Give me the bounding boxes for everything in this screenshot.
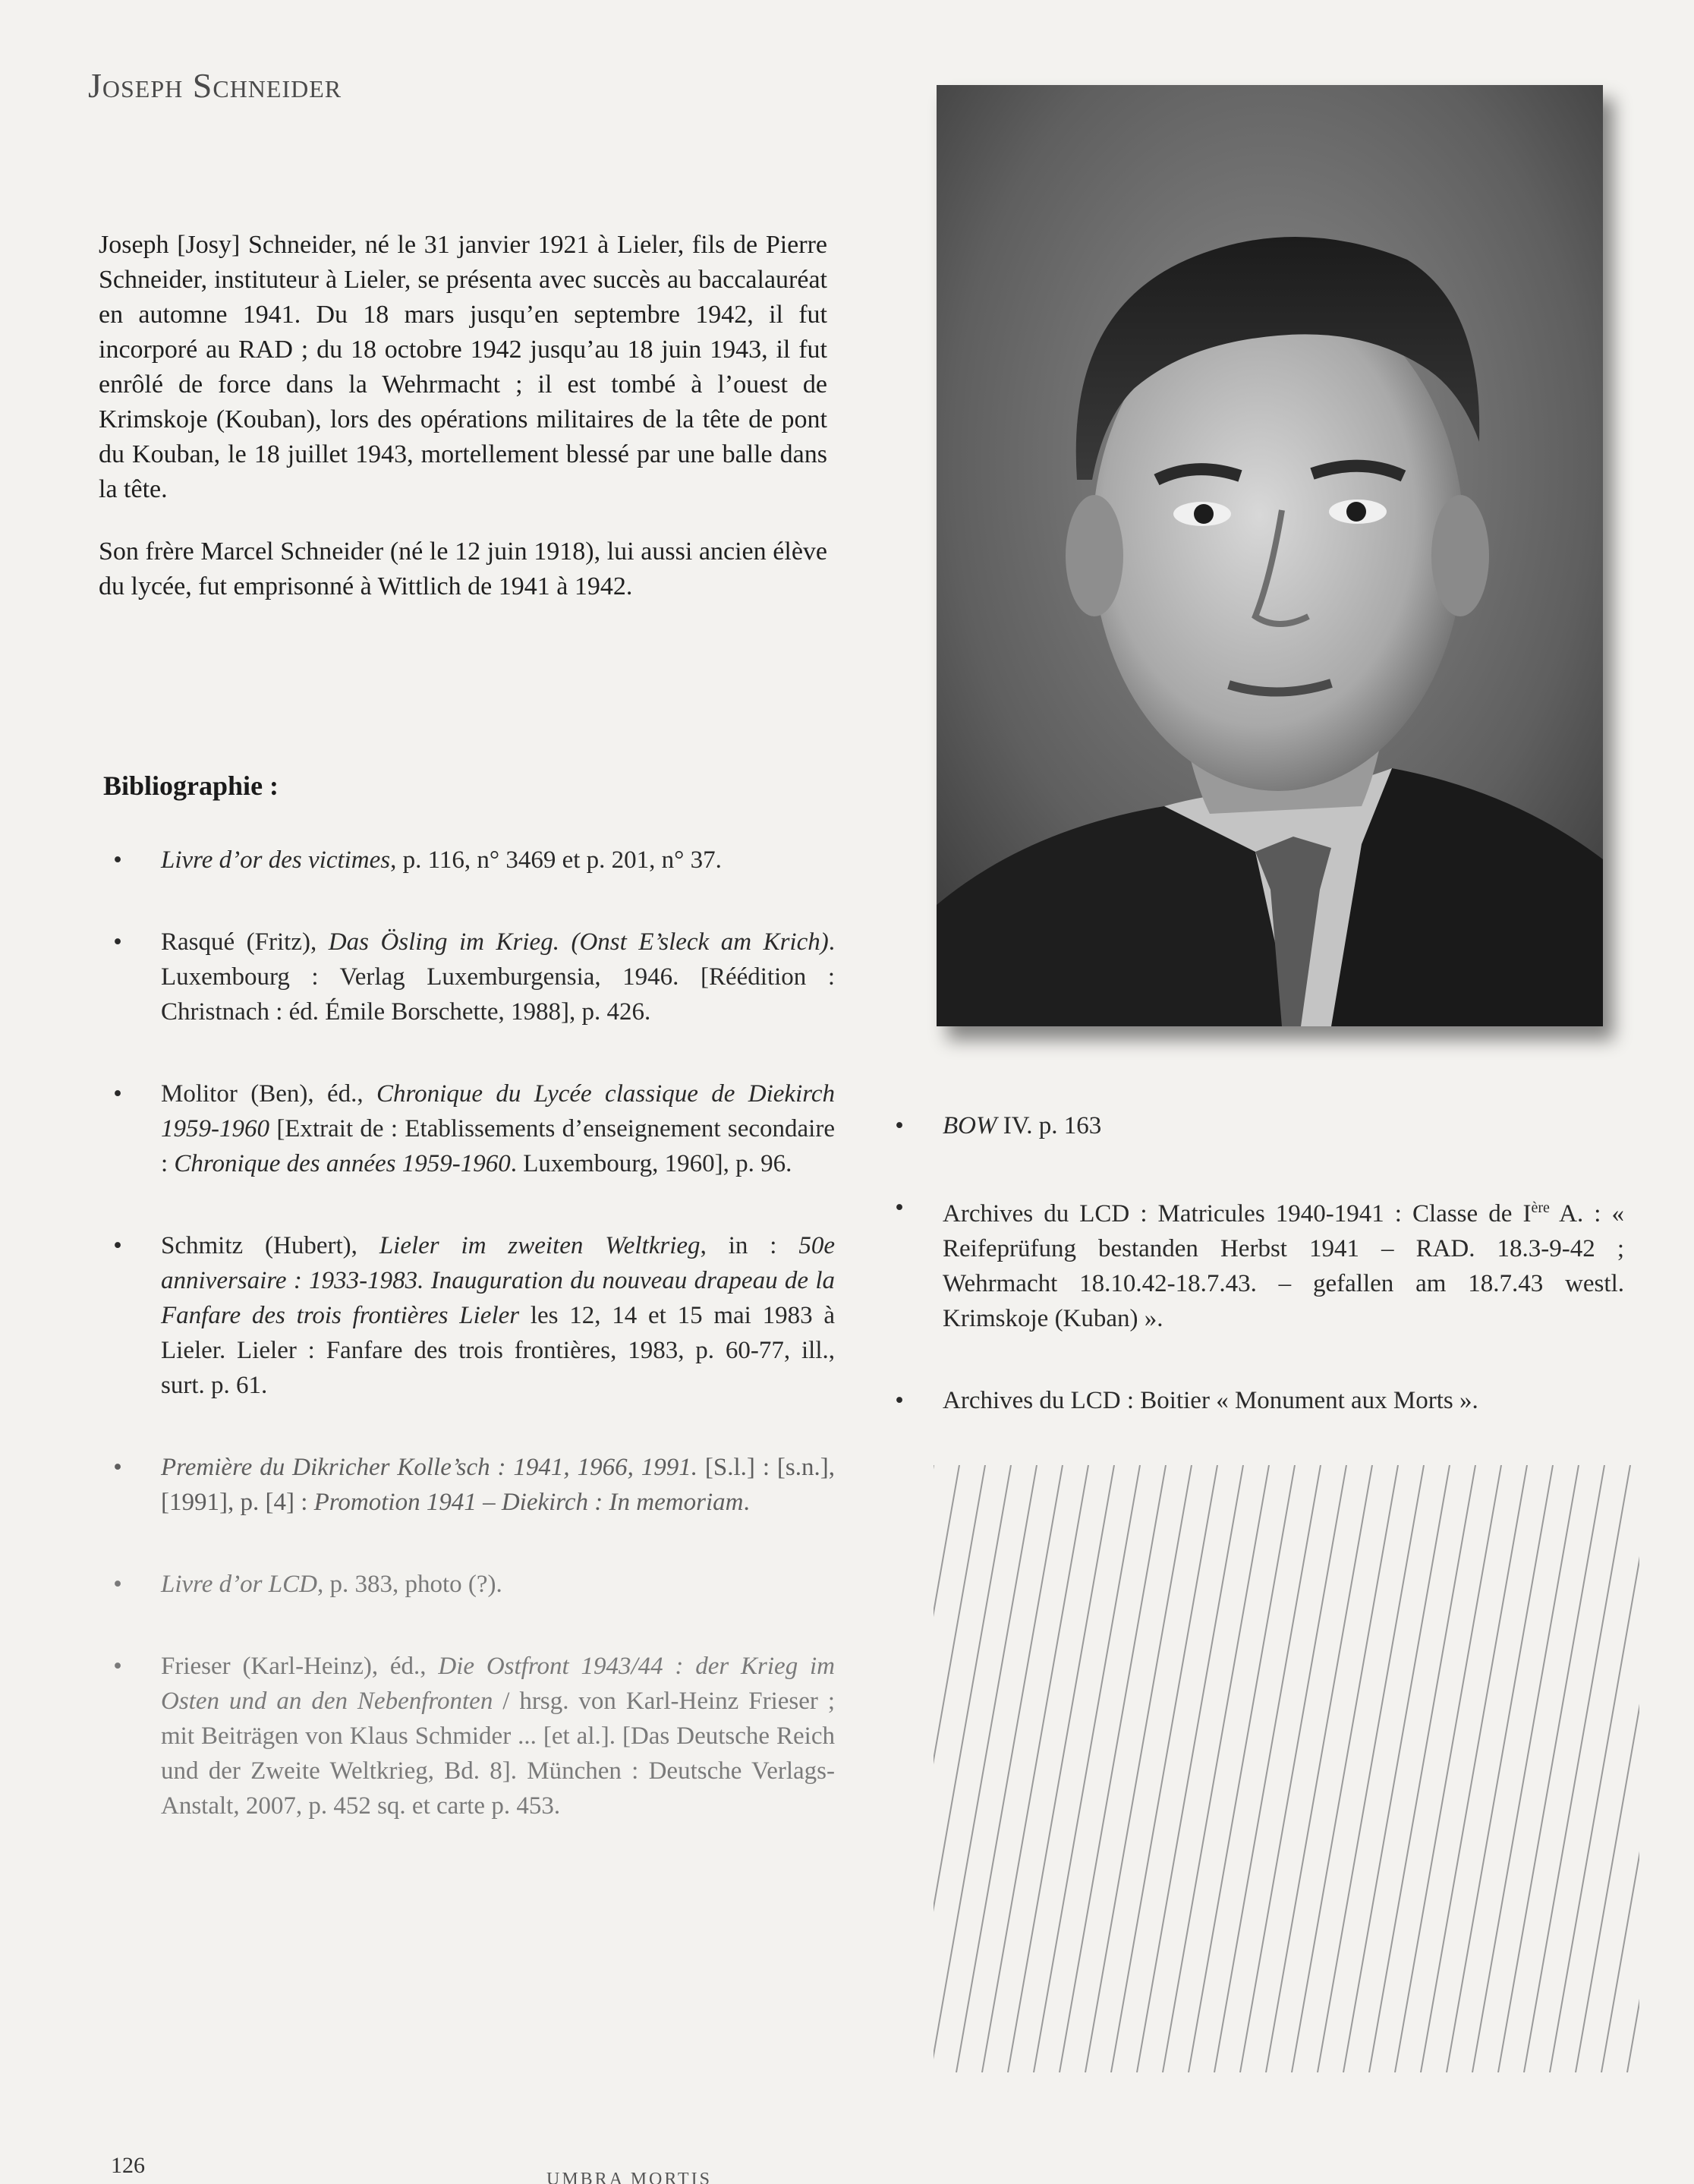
hatch-line [1137,1465,1243,2072]
bibliography-entry: • Rasqué (Fritz), Das Ösling im Krieg. (Onst E’sleck am Krich). Luxembourg : Verlag Luxemburgensia, 1946. [Réédition : Christnach : éd. Émile Borschette, 1988], p. 426. [106,925,835,1029]
bibliography-entry: • Première du Dikricher Kolle’sch : 1941, 1966, 1991. [S.l.] : [s.n.], [1991], p. [4] : Promotion 1941 – Diekirch : In memoriam. [106,1450,835,1520]
hatch-line [1240,1465,1346,2072]
hatch-line [1395,1465,1501,2072]
hatch-line [1292,1465,1398,2072]
bullet-icon: • [113,846,122,874]
bullet-icon: • [895,1194,904,1221]
hatch-line [1447,1465,1553,2072]
hatch-line [1266,1465,1372,2072]
biography-paragraph: Son frère Marcel Schneider (né le 12 juin 1918), lui aussi ancien élève du lycée, fut emprisonné à Wittlich de 1941 à 1942. [99,537,827,600]
page-title: Joseph Schneider [88,66,342,105]
hatch-line [1189,1465,1295,2072]
bibliography-entry: • Molitor (Ben), éd., Chronique du Lycée classique de Diekirch 1959-1960 [Extrait de : Etablissements d’enseignement secondaire : Chronique des années 1959-1960. Luxembourg, 1960], p. 96. [106,1076,835,1181]
hatch-line [1214,1465,1321,2072]
hatch-line [1343,1465,1450,2072]
portrait-photo-image [937,85,1603,1026]
hatch-line [1060,1465,1166,2072]
bibliography-entry: • Schmitz (Hubert), Lieler im zweiten Weltkrieg, in : 50e anniversaire : 1933-1983. Inauguration du nouveau drapeau de la Fanfare des trois frontières Lieler les 12, 14 et 15 mai 1983 à Lieler. Lieler : Fanfare des trois frontières, 1983, p. 60-77, ill., surt. p. 61. [106,1228,835,1403]
hatch-line [956,1465,1063,2072]
bibliography-entry: • Archives du LCD : Boitier « Monument aux Morts ». [888,1383,1624,1418]
hatch-line [1008,1465,1114,2072]
hatch-line [1498,1465,1604,2072]
bullet-icon: • [113,1571,122,1598]
bibliography-list-right [888,1108,1624,1465]
bullet-icon: • [113,928,122,956]
bullet-icon: • [895,1112,904,1139]
hatch-line [934,1465,1037,2072]
bibliography-entry: • BOW IV. p. 163 [888,1108,1624,1143]
hatch-line [1163,1465,1269,2072]
bibliography-list-left [106,843,835,1870]
bibliography-entry: • Archives du LCD : Matricules 1940-1941 : Classe de Ière A. : « Reifeprüfung bestanden Herbst 1941 – RAD. 18.3-9-42 ; Wehrmacht 18.10.42-18.7.43. – gefallen am 18.7.43 westl. Krimskoje (Kuban) ». [888,1190,1624,1336]
portrait-photo [937,85,1603,1026]
hatch-line [1576,1465,1639,2072]
hatch-lines [934,1465,1639,2072]
running-footer: UMBRA MORTIS [546,2170,712,2184]
hatch-decoration [934,1465,1639,2072]
hatch-line [1369,1465,1475,2072]
bullet-icon: • [113,1080,122,1108]
hatch-line [1318,1465,1424,2072]
hatch-line [982,1465,1088,2072]
hatch-line [1111,1465,1217,2072]
hatch-line [934,1465,985,2072]
hatch-line [1421,1465,1527,2072]
hatch-line [1085,1465,1192,2072]
bullet-icon: • [895,1387,904,1414]
hatch-line [1524,1465,1630,2072]
biography-paragraph: Joseph [Josy] Schneider, né le 31 janvier 1921 à Lieler, fils de Pierre Schneider, instituteur à Lieler, se présenta avec succès au baccalauréat en automne 1941. Du 18 mars jusqu’en septembre 1942, il fut incorporé au RAD ; du 18 octobre 1942 jusqu’au 18 juin 1943, il fut enrôlé de force dans la Wehrmacht ; il est tombé à l’ouest de Krimskoje (Kouban), lors des opérations militaires de la tête de pont du Kouban, le 18 juillet 1943, mortellement blessé par une balle dans la tête. [99,231,827,503]
page-number: 126 [111,2153,145,2178]
bullet-icon: • [113,1653,122,1680]
bullet-icon: • [113,1232,122,1259]
bibliography-entry: • Livre d’or LCD, p. 383, photo (?). [106,1567,835,1602]
hatch-line [1472,1465,1579,2072]
bibliography-entry: • Frieser (Karl-Heinz), éd., Die Ostfront 1943/44 : der Krieg im Osten und an den Nebenfronten / hrsg. von Karl-Heinz Frieser ; mit Beiträgen von Klaus Schmider ... [et al.]. [Das Deutsche Reich und der Zweite Weltkrieg, Bd. 8]. München : Deutsche Verlags-Anstalt, 2007, p. 452 sq. et carte p. 453. [106,1649,835,1823]
bibliography-heading: Bibliographie : [103,771,279,801]
bullet-icon: • [113,1454,122,1481]
bibliography-entry: • Livre d’or des victimes, p. 116, n° 3469 et p. 201, n° 37. [106,843,835,878]
biography-text [99,228,827,632]
hatch-line [1034,1465,1140,2072]
hatch-line [1601,1465,1639,2072]
